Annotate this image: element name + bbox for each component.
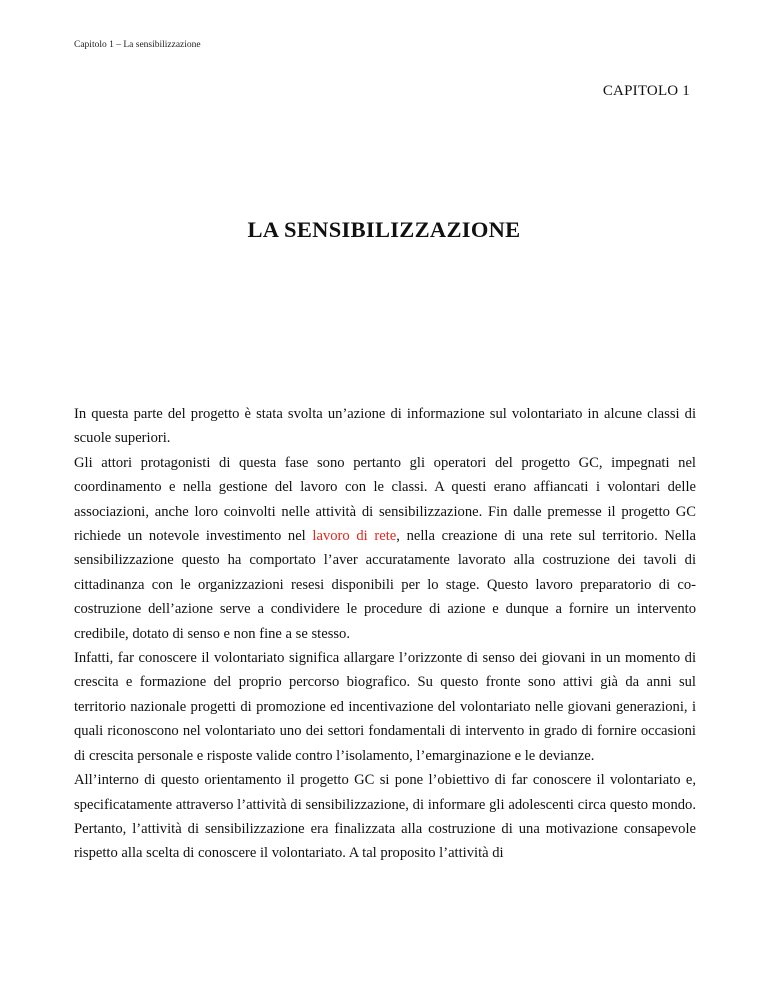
paragraph-intro: In questa parte del progetto è stata svolta un’azione di informazione sul volontariato in alcune classi di scuole superiori.: [74, 406, 696, 447]
chapter-number-label: CAPITOLO 1: [602, 83, 690, 99]
running-header: Capitolo 1 – La sensibilizzazione: [74, 40, 201, 50]
chapter-title: LA SENSIBILIZZAZIONE: [247, 217, 521, 242]
paragraph-actors: [74, 451, 696, 646]
lavoro-di-rete-link[interactable]: lavoro di rete: [312, 528, 397, 545]
paragraph-orientation: All’interno di questo orientamento il progetto GC si pone l’obiettivo di far conoscere il volontariato e, specificatamente attraverso l’attività di sensibilizzazione, di informare gli adolescenti circa questo mondo. Pertanto, l’attività di sensibilizzazione era finalizzata alla costruzione di una motivazione consapevole rispetto alla scelta di conoscere il volontariato. A tal proposito l’attività di: [74, 772, 696, 862]
body-text: [74, 402, 696, 866]
paragraph-actors-text-start: Gli attori protagonisti di questa fase sono pertanto gli operatori del progetto GC, impegnati nel coordinamento e nella gestione del lavoro con le classi. A questi erano affiancati i volontari delle associazioni, anche loro coinvolti nelle attività di sensibilizzazione. Fin dalle premesse il progetto GC richiede un notevole investimento nel: [74, 454, 696, 545]
paragraph-actors-text-end: , nella creazione di una rete sul territorio. Nella sensibilizzazione questo ha comportato l’aver accuratamente lavorato alla costruzione dei tavoli di cittadinanza con le organizzazioni resesi disponibili per lo stage. Questo lavoro preparatorio di co-costruzione dell’azione serve a condividere le procedure di azione e dunque a fornire un intervento credibile, dotato di senso e non fine a se stesso.: [74, 528, 696, 642]
paragraph-meaning: Infatti, far conoscere il volontariato significa allargare l’orizzonte di senso dei giovani in un momento di crescita e formazione del proprio percorso biografico. Su questo fronte sono attivi già da anni sul territorio nazionale progetti di promozione ed incentivazione del volontariato nelle giovani generazioni, i quali riconoscono nel volontariato uno dei settori fondamentali di intervento in grado di fornire occasioni di crescita personale e risposte valide contro l’isolamento, l’emarginazione e le devianze.: [74, 650, 696, 764]
